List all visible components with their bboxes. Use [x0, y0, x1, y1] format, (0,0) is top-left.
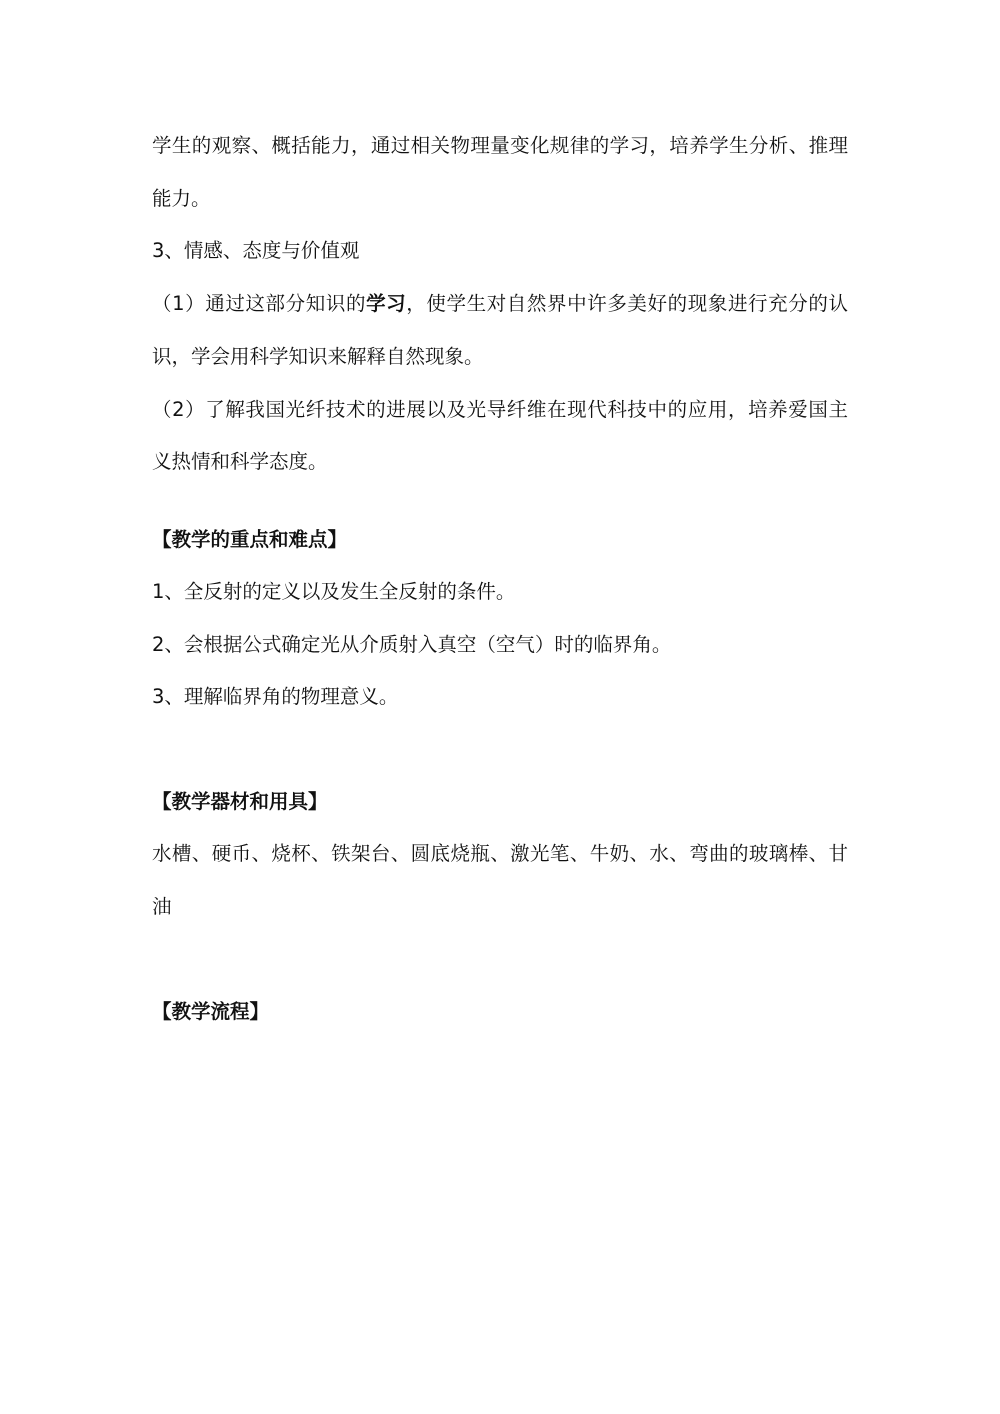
key-point-item: 2、会根据公式确定光从介质射入真空（空气）时的临界角。: [152, 633, 672, 656]
section-title-emotion: 3、情感、态度与价值观: [152, 239, 360, 262]
process-heading: 【教学流程】: [152, 1000, 270, 1023]
goal-item-1-bold: 学习: [366, 292, 407, 315]
equipment-heading: 【教学器材和用具】: [152, 790, 328, 813]
ability-text-line1: 学生的观察、概括能力，通过相关物理量变化规律的学习，培养学生分析、推理: [152, 134, 848, 157]
equipment-list-line1: 水槽、硬币、烧杯、铁架台、圆底烧瓶、激光笔、牛奶、水、弯曲的玻璃棒、甘: [152, 842, 848, 865]
goal-item-2-line2: 义热情和科学态度。: [152, 450, 328, 473]
equipment-list-line2: 油: [152, 895, 172, 918]
ability-text-line2: 能力。: [152, 187, 211, 210]
goal-item-1-prefix: （1）通过这部分知识的: [152, 292, 367, 315]
key-point-item: 1、全反射的定义以及发生全反射的条件。: [152, 580, 516, 603]
goal-item-1: [152, 292, 848, 316]
goal-item-2: （2）了解我国光纤技术的进展以及光导纤维在现代科技中的应用，培养爱国主: [152, 398, 848, 421]
key-point-item: 3、理解临界角的物理意义。: [152, 685, 399, 708]
goal-item-1-rest: ，使学生对自然界中许多美好的现象进行充分的认: [406, 292, 848, 315]
goal-item-1-line2: 识，学会用科学知识来解释自然现象。: [152, 345, 484, 368]
key-points-heading: 【教学的重点和难点】: [152, 528, 348, 551]
